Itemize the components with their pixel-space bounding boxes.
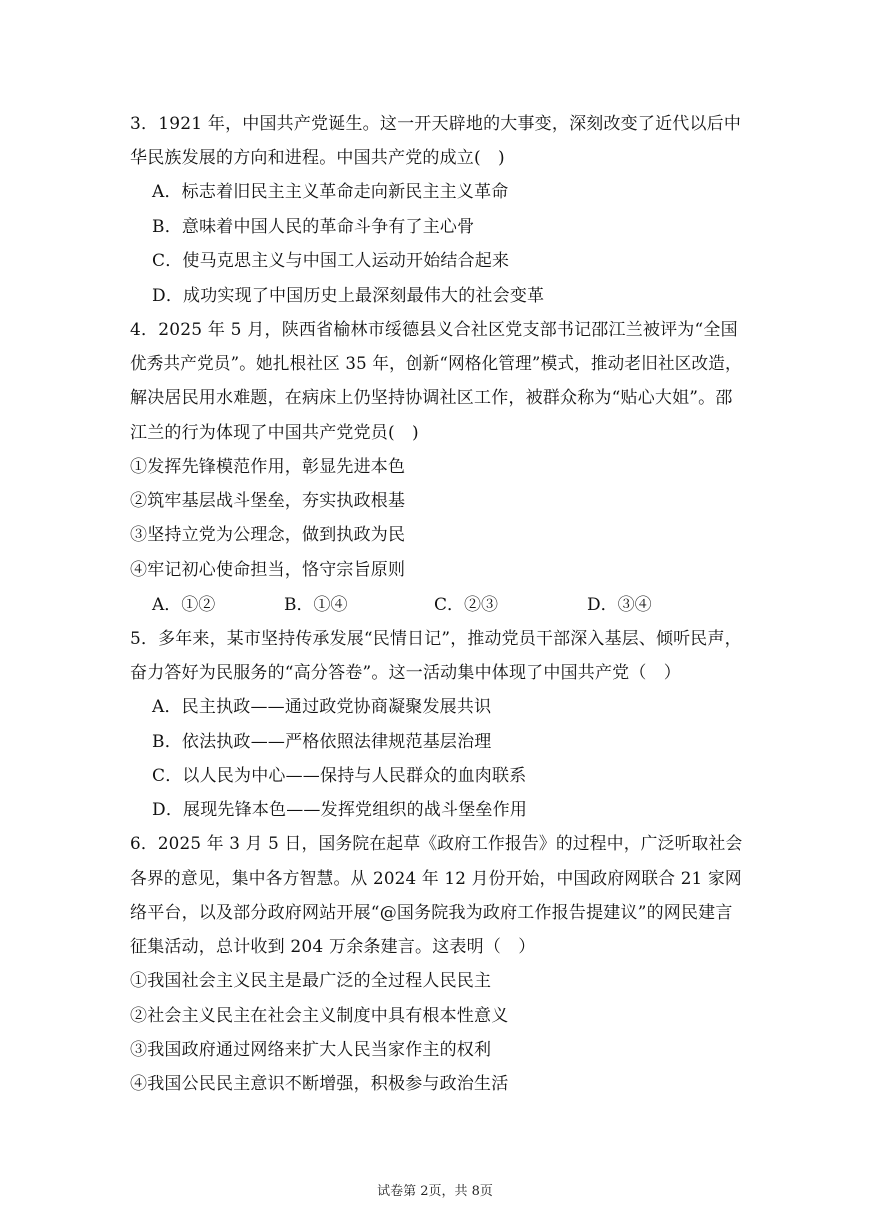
q4-choice-c: C．②③ — [434, 595, 499, 615]
page-footer: 试卷第 2页，共 8页 — [377, 1184, 493, 1199]
q5-option-a: A．民主执政——通过政党协商凝聚发展共识 — [152, 697, 492, 717]
q4-statement-4: ④牢记初心使命担当，恪守宗旨原则 — [130, 560, 406, 580]
q4-statement-1: ①发挥先锋模范作用，彰显先进本色 — [130, 457, 406, 477]
q5-stem-line-2: 奋力答好为民服务的“高分答卷”。这一活动集中体现了中国共产党（ ） — [130, 663, 681, 683]
q6-statement-3: ③我国政府通过网络来扩大人民当家作主的权利 — [130, 1040, 492, 1060]
q6-statement-1: ①我国社会主义民主是最广泛的全过程人民民主 — [130, 971, 492, 991]
q5-option-b: B．依法执政——严格依照法律规范基层治理 — [152, 732, 492, 752]
q6-stem-line-3: 络平台，以及部分政府网站开展“@国务院我为政府工作报告提建议”的网民建言 — [130, 903, 733, 923]
q4-choice-b: B．①④ — [284, 595, 348, 615]
q4-statement-3: ③坚持立党为公理念，做到执政为民 — [130, 525, 406, 545]
q5-stem-line-1: 5．多年来，某市坚持传承发展“民情日记”，推动党员干部深入基层、倾听民声， — [130, 629, 742, 649]
q4-stem-line-4: 江兰的行为体现了中国共产党党员( ) — [130, 423, 419, 443]
q5-option-c: C．以人民为中心——保持与人民群众的血肉联系 — [152, 766, 527, 786]
q4-stem-line-1: 4．2025 年 5 月，陕西省榆林市绥德县义合社区党支部书记邵江兰被评为“全国 — [130, 320, 738, 340]
q6-statement-2: ②社会主义民主在社会主义制度中具有根本性意义 — [130, 1006, 509, 1026]
q6-stem-line-1: 6．2025 年 3 月 5 日，国务院在起草《政府工作报告》的过程中，广泛听取社会 — [130, 834, 743, 854]
q3-option-d: D．成功实现了中国历史上最深刻最伟大的社会变革 — [152, 286, 545, 306]
q4-statement-2: ②筑牢基层战斗堡垒，夯实执政根基 — [130, 491, 406, 511]
q5-option-d: D．展现先锋本色——发挥党组织的战斗堡垒作用 — [152, 800, 528, 820]
q3-option-b: B．意味着中国人民的革命斗争有了主心骨 — [152, 217, 475, 237]
q3-stem-line-1: 3．1921 年，中国共产党诞生。这一开天辟地的大事变，深刻改变了近代以后中 — [130, 114, 742, 134]
q3-option-c: C．使马克思主义与中国工人运动开始结合起来 — [152, 251, 510, 271]
q6-statement-4: ④我国公民民主意识不断增强，积极参与政治生活 — [130, 1074, 509, 1094]
q4-choice-d: D．③④ — [587, 595, 652, 615]
q6-stem-line-2: 各界的意见，集中各方智慧。从 2024 年 12 月份开始，中国政府网联合 21 家网 — [130, 869, 742, 889]
q3-option-a: A．标志着旧民主主义革命走向新民主主义革命 — [152, 182, 509, 202]
q3-stem-line-2: 华民族发展的方向和进程。中国共产党的成立( ) — [130, 148, 505, 168]
q4-choices-row — [0, 593, 870, 617]
q6-stem-line-4: 征集活动，总计收到 204 万余条建言。这表明（ ） — [130, 937, 536, 957]
q4-choice-a: A．①② — [152, 595, 216, 615]
q4-stem-line-2: 优秀共产党员”。她扎根社区 35 年，创新“网格化管理”模式，推动老旧社区改造， — [130, 354, 742, 374]
q4-stem-line-3: 解决居民用水难题，在病床上仍坚持协调社区工作，被群众称为“贴心大姐”。邵 — [130, 388, 733, 408]
